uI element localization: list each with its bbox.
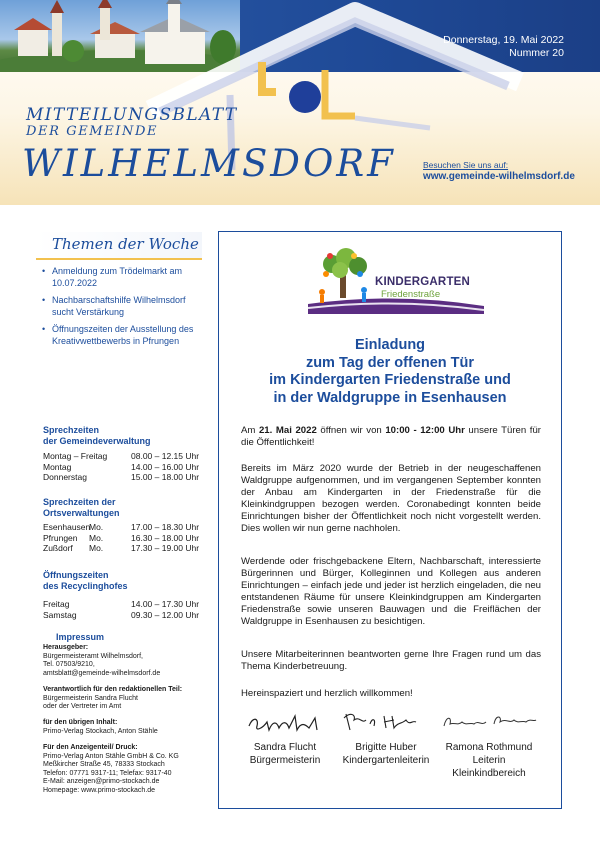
signature-block-3 <box>437 741 541 780</box>
signature-flucht <box>245 708 325 736</box>
signer-name: Brigitte Huber <box>355 742 417 753</box>
sprechzeiten-title: Sprechzeiten der Gemeindeverwaltung <box>43 425 151 446</box>
visit-label: Besuchen Sie uns auf: <box>423 160 509 170</box>
table-row: Montag – Freitag 08.00 – 12.15 Uhr <box>43 451 200 461</box>
ortsverwaltungen-table <box>43 522 205 554</box>
masthead-line-1: MITTEILUNGSBLATT <box>26 105 238 125</box>
signature-block-2 <box>328 741 444 767</box>
invitation-paragraph-2: Bereits im März 2020 wurde der Betrieb in der neugeschaffenen Waldgruppe aufgenommen, und im vergangenen September konnten der Anbau am Kindergarten in der Friedenstraße für die Kleinkindgruppen bezogen werden. Coronabedingt konnten beide Einrichtungen bisher der Öffentlichkeit noch nicht vorgestellt werden. Dies wollen wir nun gerne nachholen. <box>241 463 541 534</box>
themen-header <box>36 232 202 260</box>
signer-role: Kindergartenleiterin <box>342 755 430 766</box>
website-link[interactable]: www.gemeinde-wilhelmsdorf.de <box>423 171 575 182</box>
invitation-paragraph-3: Werdende oder frischgebackene Eltern, Nachbarschaft, interessierte Bürgerinnen und Bürger, Kolleginnen und Kollegen aus anderen Einrichtungen – einfach jede und jeder ist herzlich eingeladen, die neu entstandenen Räume für unsere Kleinkindgruppen am Kindergarten Friedenstraße sowie unseren Bauwagen und die Freiflächen der Waldgruppe in Esenhausen zu besichtigen. <box>241 556 541 627</box>
invitation-paragraph-4: Unsere Mitarbeiterinnen beantworten gerne Ihre Fragen rund um das Thema Kinderbetreuung. <box>241 649 541 672</box>
recycling-title: Öffnungszeiten des Recyclinghofes <box>43 570 128 591</box>
issue-date: Donnerstag, 19. Mai 2022 <box>443 34 564 46</box>
table-row: Pfrungen Mo. 16.30 – 18.00 Uhr <box>43 532 200 543</box>
themen-title: Themen der Woche <box>52 235 199 253</box>
invitation-paragraph-1: Am 21. Mai 2022 öffnen wir von 10:00 - 12:00 Uhr unsere Türen für die Öffentlichkeit! <box>241 425 541 448</box>
masthead-title: WILHELMSDORF <box>22 142 396 185</box>
blue-dot-icon <box>289 81 321 113</box>
table-row: Samstag 09.30 – 12.00 Uhr <box>43 609 200 620</box>
signer-name: Ramona Rothmund <box>445 742 533 753</box>
signature-rothmund <box>440 708 540 732</box>
signature-block-1 <box>230 741 340 767</box>
logo-line-2: Friedenstraße <box>381 289 441 300</box>
table-row: Montag 14.00 – 16.00 Uhr <box>43 461 200 472</box>
invitation-paragraph-5: Hereinspaziert und herzlich willkommen! <box>241 688 413 699</box>
themen-item: • Öffnungszeiten der Ausstellung des Kreativwettbewerbs in Pfrungen <box>42 324 204 347</box>
signature-huber <box>340 706 420 734</box>
masthead-header <box>0 0 600 205</box>
logo-line-1: KINDERGARTEN <box>375 276 471 288</box>
signer-role: Bürgermeisterin <box>249 755 321 766</box>
table-row: Donnerstag 15.00 – 18.00 Uhr <box>43 472 200 482</box>
impressum-ads: Für den Anzeigenteil/ Druck: Primo-Verlag Anton Stähle GmbH & Co. KG Meßkircher Straße 45, 78333 Stockach Telefon: 07771 9317-11; Telefax: 9317-40 E-Mail: anzeigen@primo-stockach.de Homepage: www.primo-stockach.de <box>43 744 179 794</box>
impressum-responsible: Verantwortlich für den redaktionellen Teil: Bürgermeisterin Sandra Flucht oder der Vertreter im Amt <box>43 686 183 711</box>
masthead-line-2: DER GEMEINDE <box>26 124 159 139</box>
issue-number: Nummer 20 <box>509 47 564 59</box>
themen-list <box>42 266 204 353</box>
signer-name: Sandra Flucht <box>253 742 317 753</box>
themen-item: • Anmeldung zum Trödelmarkt am 10.07.2022 <box>42 266 204 289</box>
table-row: Zußdorf Mo. 17.30 – 19.00 Uhr <box>43 543 200 553</box>
sprechzeiten-table <box>43 451 205 483</box>
themen-item: • Nachbarschaftshilfe Wilhelmsdorf sucht Verstärkung <box>42 295 204 318</box>
ortsverwaltungen-title: Sprechzeiten der Ortsverwaltungen <box>43 497 120 518</box>
impressum-content: für den übrigen Inhalt: Primo-Verlag Stockach, Anton Stähle <box>43 719 158 735</box>
impressum-publisher: Herausgeber: Bürgermeisteramt Wilhelmsdorf, Tel. 07503/9210, amtsblatt@gemeinde-wilhelmsdorf.de <box>43 644 161 677</box>
invitation-title: Einladung zum Tag der offenen Tür im Kindergarten Friedenstraße und in der Waldgruppe in Esenhausen <box>269 337 511 406</box>
issue-info <box>443 34 564 60</box>
table-row: Freitag 14.00 – 17.30 Uhr <box>43 599 200 609</box>
impressum-title: Impressum <box>56 632 105 642</box>
signer-role: Leiterin Kleinkindbereich <box>452 755 526 779</box>
recycling-table <box>43 599 205 620</box>
table-row: Esenhausen Mo. 17.00 – 18.30 Uhr <box>43 522 200 532</box>
